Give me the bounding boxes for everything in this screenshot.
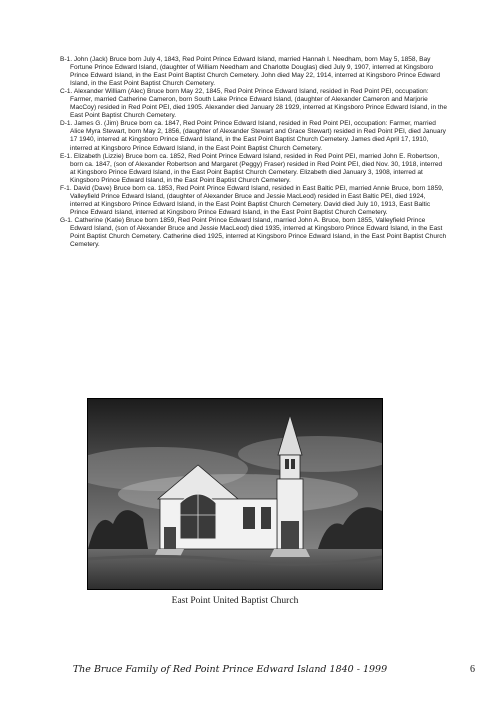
church-illustration [88,399,382,589]
entry-g1: G-1. Catherine (Katie) Bruce born 1859, Red Point Prince Edward Island, married John A. Bruce, born 1855, Valleyfield Prince Edward Island, (son of Alexander Bruce and Jessie MacLeod) died 1935, interred at Kingsboro Prince Edward Island, in the East Point Baptist Church Cemetery. Catherine died 1925, interred at Kingsboro Prince Edward Island, in the East Point Baptist Church Cemetery. [60,216,447,249]
entry-d1: D-1. James G. (Jim) Bruce born ca. 1847, Red Point Prince Edward Island, resided in Red Point PEI, occupation: Farmer, married Alice Myra Stewart, born May 2, 1856, (daughter of Alexander Stewart and Grace Stewart) resided in Red Point PEI, died January 17 1940, interred at Kingsboro Prince Edward Island, in the East Point Baptist Church Cemetery. James died April 17, 1910, interred at Kingsboro Prince Edward Island, in the East Point Baptist Church Cemetery. [60,120,446,152]
photo-caption: East Point United Baptist Church [171,596,299,606]
page-number: 6 [470,664,475,675]
footer-title: The Bruce Family of Red Point Prince Edward Island 1840 - 1999 [72,664,388,675]
church-photo [87,398,383,590]
genealogy-entries [60,56,448,249]
entry-e1: E-1. Elizabeth (Lizzie) Bruce born ca. 1852, Red Point Prince Edward Island, resided in Red Point PEI, married John E. Robertson, born ca. 1847, (son of Alexander Robertson and Margaret (Peggy) Fraser) resided in Red Point PEI, died Nov. 30, 1918, interred at Kingsboro Prince Edward Island, in the East Point Baptist Church Cemetery. Elizabeth died January 3, 1908, interred at Kingsboro Prince Edward Island, in the East Point Baptist Church Cemetery. [60,152,443,184]
entry-f1: F-1. David (Dave) Bruce born ca. 1853, Red Point Prince Edward Island, resided in East Baltic PEI, married Annie Bruce, born 1859, Valleyfield Prince Edward Island, (daughter of Alexander Bruce and Jessie MacLeod) resided in East Baltic PEI, died 1924, interred at Kingsboro Prince Edward Island, in the East Point Baptist Church Cemetery. David died July 10, 1913, East Baltic Prince Edward Island, interred at Kingsboro Prince Edward Island, in the East Point Baptist Church Cemetery. [60,184,444,216]
entry-b1: B-1. John (Jack) Bruce born July 4, 1843, Red Point Prince Edward Island, married Hannah I. Needham, born May 5, 1858, Bay Fortune Prince Edward Island, (daughter of William Needham and Charlotte Douglas) died July 9, 1907, interred at Kingsboro Prince Edward Island, in the East Point Baptist Church Cemetery. John died May 22, 1914, interred at Kingsboro Prince Edward Island, in the East Point Baptist Church Cemetery. [60,56,440,88]
entry-c1: C-1. Alexander William (Alec) Bruce born May 22, 1845, Red Point Prince Edward Island, resided in Red Point PEI, occupation: Farmer, married Catherine Cameron, born South Lake Prince Edward Island, (daughter of Alexander Cameron and Marjorie MacCoy) resided in Red Point PEI, died 1905. Alexander died January 28 1929, interred at Kingsboro Prince Edward Island, in the East Point Baptist Church Cemetery. [60,88,448,120]
